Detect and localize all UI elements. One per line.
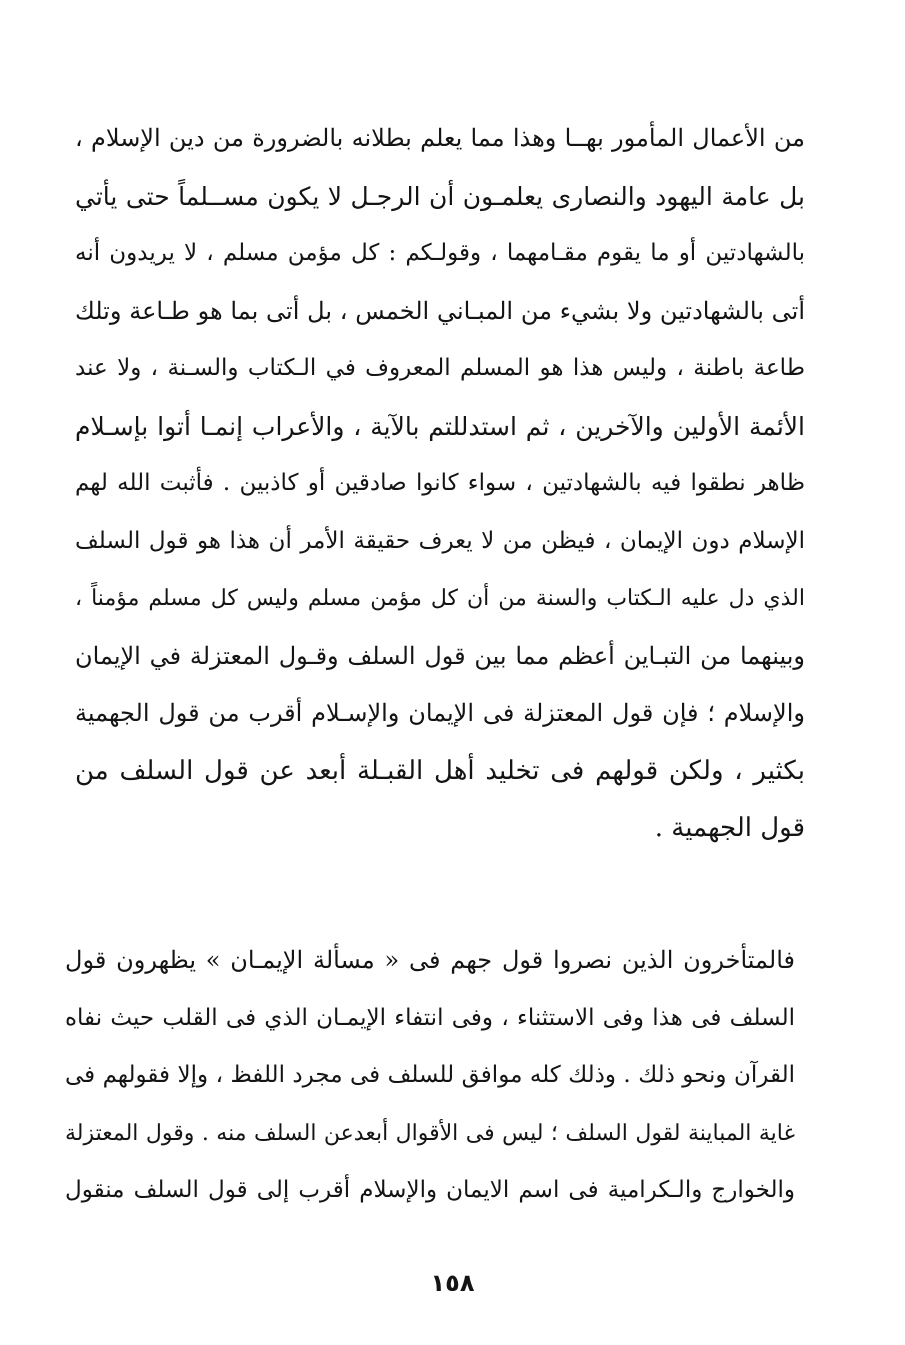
text-line: غاية المباينة لقول السلف ؛ ليس فى الأقوال أبعدعن السلف منه . وقول المعتزلة (65, 1120, 795, 1146)
text-line: والإسلام ؛ فإن قول المعتزلة فى الإيمان والإسـلام أقرب من قول الجهمية (75, 699, 805, 727)
text-line: بكثير ، ولكن قولهم فى تخليد أهل القبـلة أبعد عن قول السلف من (75, 755, 805, 786)
text-line: الأئمة الأولين والآخرين ، ثم استدللتم بالآية ، والأعراب إنمـا أتوا بإسـلام (75, 411, 805, 441)
paragraph-2 (65, 932, 795, 1220)
text-line: من الأعمال المأمور بهــا وهذا مما يعلم بطلانه بالضرورة من دين الإسلام ، (75, 124, 805, 152)
text-line: السلف فى هذا وفى الاستثناء ، وفى انتفاء الإيمـان الذي فى القلب حيث نفاه (65, 1004, 795, 1031)
text-line: بل عامة اليهود والنصارى يعلمـون أن الرجـل لا يكون مســلماً حتى يأتي (75, 181, 805, 211)
text-line: ظاهر نطقوا فيه بالشهادتين ، سواء كانوا صادقين أو كاذبين . فأثبت الله لهم (75, 470, 805, 496)
text-line: والخوارج والـكرامية فى اسم الايمان والإسلام أقرب إلى قول السلف منقول (65, 1177, 795, 1203)
text-line: بالشهادتين أو ما يقوم مقـامهما ، وقولـكم : كل مؤمن مسلم ، لا يريدون أنه (75, 240, 805, 266)
text-line: أتى بالشهادتين ولا بشيء من المبـاني الخمس ، بل أتى بما هو طـاعة وتلك (75, 296, 805, 325)
page-number: ١٥٨ (430, 1269, 475, 1297)
paragraph-1 (75, 110, 805, 858)
text-line: الذي دل عليه الـكتاب والسنة من أن كل مؤمن مسلم وليس كل مسلم مؤمناً ، (75, 586, 805, 611)
text-line: وبينهما من التبـاين أعظم مما بين قول السلف وقـول المعتزلة في الإيمان (75, 641, 805, 670)
text-line: الإسلام دون الإيمان ، فيظن من لا يعرف حقيقة الأمر أن هذا هو قول السلف (75, 527, 805, 554)
text-line: طاعة باطنة ، وليس هذا هو المسلم المعروف في الـكتاب والسـنة ، ولا عند (75, 355, 805, 381)
text-line: قول الجهمية . (654, 813, 805, 843)
text-line: القرآن ونحو ذلك . وذلك كله موافق للسلف فى مجرد اللفظ ، وإلا فقولهم فى (65, 1062, 795, 1088)
text-line: فالمتأخرون الذين نصروا قول جهم فى « مسألة الإيمـان » يظهرون قول (65, 946, 795, 974)
